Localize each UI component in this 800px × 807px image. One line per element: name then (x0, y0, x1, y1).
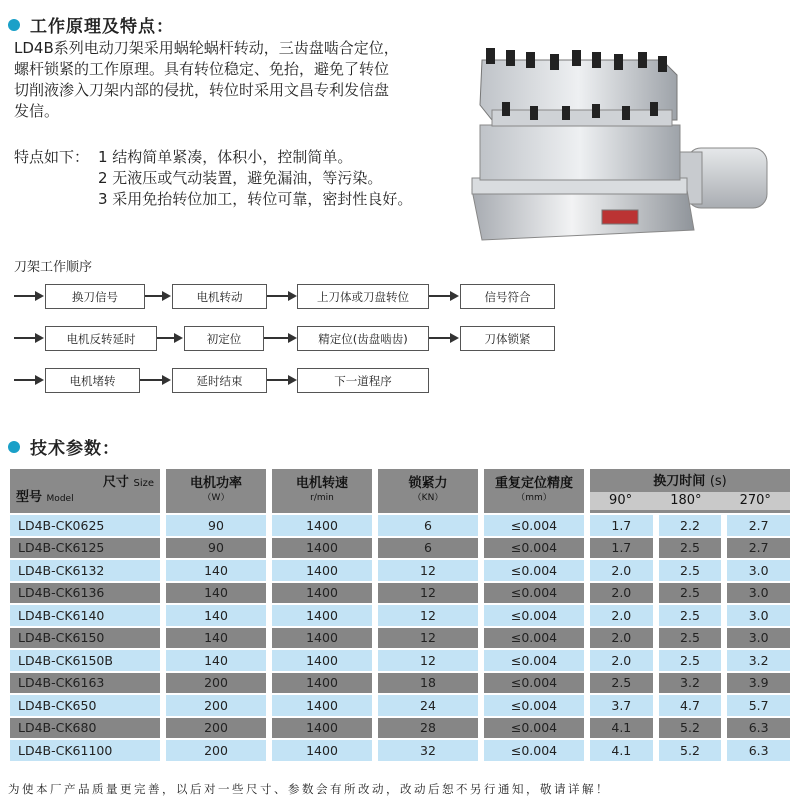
table-cell: 6 (378, 538, 478, 559)
flow-step: 初定位 (184, 326, 264, 351)
table-cell: 28 (378, 718, 478, 739)
section-title: 技术参数： (30, 439, 120, 459)
table-cell: 4.1 (590, 718, 653, 739)
header-power: 电机功率 （W） (166, 469, 266, 513)
table-cell: 1400 (272, 650, 372, 671)
table-cell: LD4B-CK6150 (10, 628, 160, 649)
table-cell: LD4B-CK61100 (10, 740, 160, 761)
table-cell: 200 (166, 718, 266, 739)
table-cell: 1400 (272, 538, 372, 559)
table-cell: 2.5 (659, 560, 722, 581)
arrow-icon (14, 291, 44, 301)
table-row (10, 515, 790, 536)
bullet-dot-icon (8, 19, 20, 31)
table-cell: 32 (378, 740, 478, 761)
feature-item: 3 采用免抬转位加工，转位可靠，密封性良好。 (98, 190, 413, 208)
table-row (10, 740, 790, 761)
table-cell: 140 (166, 650, 266, 671)
header-deg: 270° (739, 493, 771, 508)
table-row (10, 560, 790, 581)
section-header-principle (8, 12, 174, 37)
table-cell: 12 (378, 650, 478, 671)
table-cell: 2.0 (590, 560, 653, 581)
table-cell: 3.0 (727, 628, 790, 649)
table-row (10, 583, 790, 604)
table-cell: ≤0.004 (484, 740, 584, 761)
table-cell: 200 (166, 673, 266, 694)
sequence-title: 刀架工作顺序 (14, 260, 93, 275)
table-cell: 3.0 (727, 583, 790, 604)
table-cell: 12 (378, 583, 478, 604)
table-cell: 2.5 (659, 538, 722, 559)
table-cell: LD4B-CK650 (10, 695, 160, 716)
table-cell: 1400 (272, 560, 372, 581)
header-repeat-accuracy: 重复定位精度 （mm） (484, 469, 584, 513)
table-cell: LD4B-CK6125 (10, 538, 160, 559)
arrow-icon (264, 333, 297, 343)
table-cell: 5.2 (659, 718, 722, 739)
table-cell: 6.3 (727, 740, 790, 761)
table-cell: LD4B-CK6140 (10, 605, 160, 626)
features-list (14, 147, 412, 210)
table-cell: 2.7 (727, 538, 790, 559)
table-row (10, 650, 790, 671)
arrow-icon (267, 291, 297, 301)
table-cell: 1400 (272, 628, 372, 649)
table-cell: LD4B-CK0625 (10, 515, 160, 536)
arrow-icon (145, 291, 171, 301)
table-cell: 2.0 (590, 628, 653, 649)
table-cell: 1.7 (590, 515, 653, 536)
features-label: 特点如下： (14, 148, 90, 166)
header-change-time: 换刀时间 (s) 90° 180° 270° (590, 469, 790, 513)
table-cell: 1400 (272, 673, 372, 694)
table-cell: 140 (166, 560, 266, 581)
table-cell: 2.5 (659, 650, 722, 671)
table-cell: LD4B-CK6163 (10, 673, 160, 694)
table-cell: 2.5 (590, 673, 653, 694)
table-cell: LD4B-CK6136 (10, 583, 160, 604)
table-cell: 2.0 (590, 650, 653, 671)
table-row (10, 538, 790, 559)
table-cell: ≤0.004 (484, 718, 584, 739)
intro-paragraph (14, 38, 454, 122)
arrow-icon (267, 375, 297, 385)
table-cell: ≤0.004 (484, 695, 584, 716)
table-row (10, 718, 790, 739)
table-cell: 4.7 (659, 695, 722, 716)
section-header-specs (8, 434, 120, 459)
section-title: 工作原理及特点： (30, 17, 174, 37)
table-cell: 3.7 (590, 695, 653, 716)
flow-step: 延时结束 (172, 368, 267, 393)
table-cell: 2.7 (727, 515, 790, 536)
table-cell: 200 (166, 695, 266, 716)
table-cell: 2.5 (659, 605, 722, 626)
table-cell: 1400 (272, 605, 372, 626)
arrow-icon (157, 333, 183, 343)
flow-step: 电机堵转 (45, 368, 140, 393)
header-size-model: 尺寸 Size 型号 Model (10, 469, 160, 513)
table-row (10, 695, 790, 716)
table-cell: 4.1 (590, 740, 653, 761)
table-cell: 1.7 (590, 538, 653, 559)
table-cell: 90 (166, 538, 266, 559)
table-cell: 1400 (272, 695, 372, 716)
table-cell: 3.0 (727, 605, 790, 626)
table-cell: 2.5 (659, 628, 722, 649)
table-cell: 5.7 (727, 695, 790, 716)
table-cell: 5.2 (659, 740, 722, 761)
table-cell: ≤0.004 (484, 515, 584, 536)
flow-step: 信号符合 (460, 284, 555, 309)
table-cell: LD4B-CK6132 (10, 560, 160, 581)
table-cell: 12 (378, 560, 478, 581)
table-cell: 18 (378, 673, 478, 694)
table-cell: 200 (166, 740, 266, 761)
intro-line: 发信。 (14, 102, 60, 120)
feature-item: 2 无液压或气动装置，避免漏油，等污染。 (98, 169, 383, 187)
table-cell: ≤0.004 (484, 673, 584, 694)
flow-step: 电机反转延时 (45, 326, 157, 351)
table-row (10, 605, 790, 626)
table-cell: 6 (378, 515, 478, 536)
arrow-icon (429, 291, 459, 301)
table-cell: 24 (378, 695, 478, 716)
header-deg: 90° (609, 493, 633, 508)
table-cell: ≤0.004 (484, 583, 584, 604)
header-deg: 180° (670, 493, 702, 508)
table-cell: LD4B-CK6150B (10, 650, 160, 671)
table-cell: ≤0.004 (484, 605, 584, 626)
footer-note: 为使本厂产品质量更完善，以后对一些尺寸、参数会有所改动，改动后恕不另行通知，敬请详解！ (8, 782, 610, 796)
arrow-icon (14, 375, 44, 385)
table-cell: ≤0.004 (484, 628, 584, 649)
header-lock-force: 锁紧力 （KN） (378, 469, 478, 513)
table-cell: 140 (166, 583, 266, 604)
table-cell: ≤0.004 (484, 560, 584, 581)
table-cell: 2.0 (590, 605, 653, 626)
table-cell: 140 (166, 605, 266, 626)
table-cell: 1400 (272, 583, 372, 604)
flow-step: 换刀信号 (45, 284, 145, 309)
table-cell: 3.2 (659, 673, 722, 694)
table-cell: 12 (378, 605, 478, 626)
table-cell: 3.0 (727, 560, 790, 581)
tool-post-image (462, 40, 792, 250)
table-cell: ≤0.004 (484, 538, 584, 559)
table-cell: 2.2 (659, 515, 722, 536)
table-cell: 1400 (272, 718, 372, 739)
bullet-dot-icon (8, 441, 20, 453)
table-cell: 12 (378, 628, 478, 649)
flow-step: 上刀体或刀盘转位 (297, 284, 429, 309)
flow-step: 电机转动 (172, 284, 267, 309)
arrow-icon (14, 333, 44, 343)
intro-line: 螺杆锁紧的工作原理。具有转位稳定、免抬，避免了转位 (14, 60, 390, 78)
arrow-icon (140, 375, 171, 385)
table-cell: 1400 (272, 515, 372, 536)
header-speed: 电机转速 r/min (272, 469, 372, 513)
table-cell: 1400 (272, 740, 372, 761)
table-cell: 3.9 (727, 673, 790, 694)
table-cell: 90 (166, 515, 266, 536)
table-cell: 2.5 (659, 583, 722, 604)
table-cell: ≤0.004 (484, 650, 584, 671)
intro-line: 切削液渗入刀架内部的侵扰，转位时采用文昌专利发信盘 (14, 81, 390, 99)
table-cell: 2.0 (590, 583, 653, 604)
flow-step: 下一道程序 (297, 368, 429, 393)
table-cell: LD4B-CK680 (10, 718, 160, 739)
feature-item: 1 结构简单紧凑，体积小，控制简单。 (98, 148, 353, 166)
flow-step: 刀体锁紧 (460, 326, 555, 351)
flow-step: 精定位(齿盘啮齿) (297, 326, 429, 351)
table-cell: 140 (166, 628, 266, 649)
table-row (10, 628, 790, 649)
arrow-icon (429, 333, 459, 343)
table-cell: 6.3 (727, 718, 790, 739)
table-cell: 3.2 (727, 650, 790, 671)
intro-line: LD4B系列电动刀架采用蜗轮蜗杆转动，三齿盘啮合定位， (14, 39, 399, 57)
table-row (10, 673, 790, 694)
spec-table (4, 467, 796, 763)
